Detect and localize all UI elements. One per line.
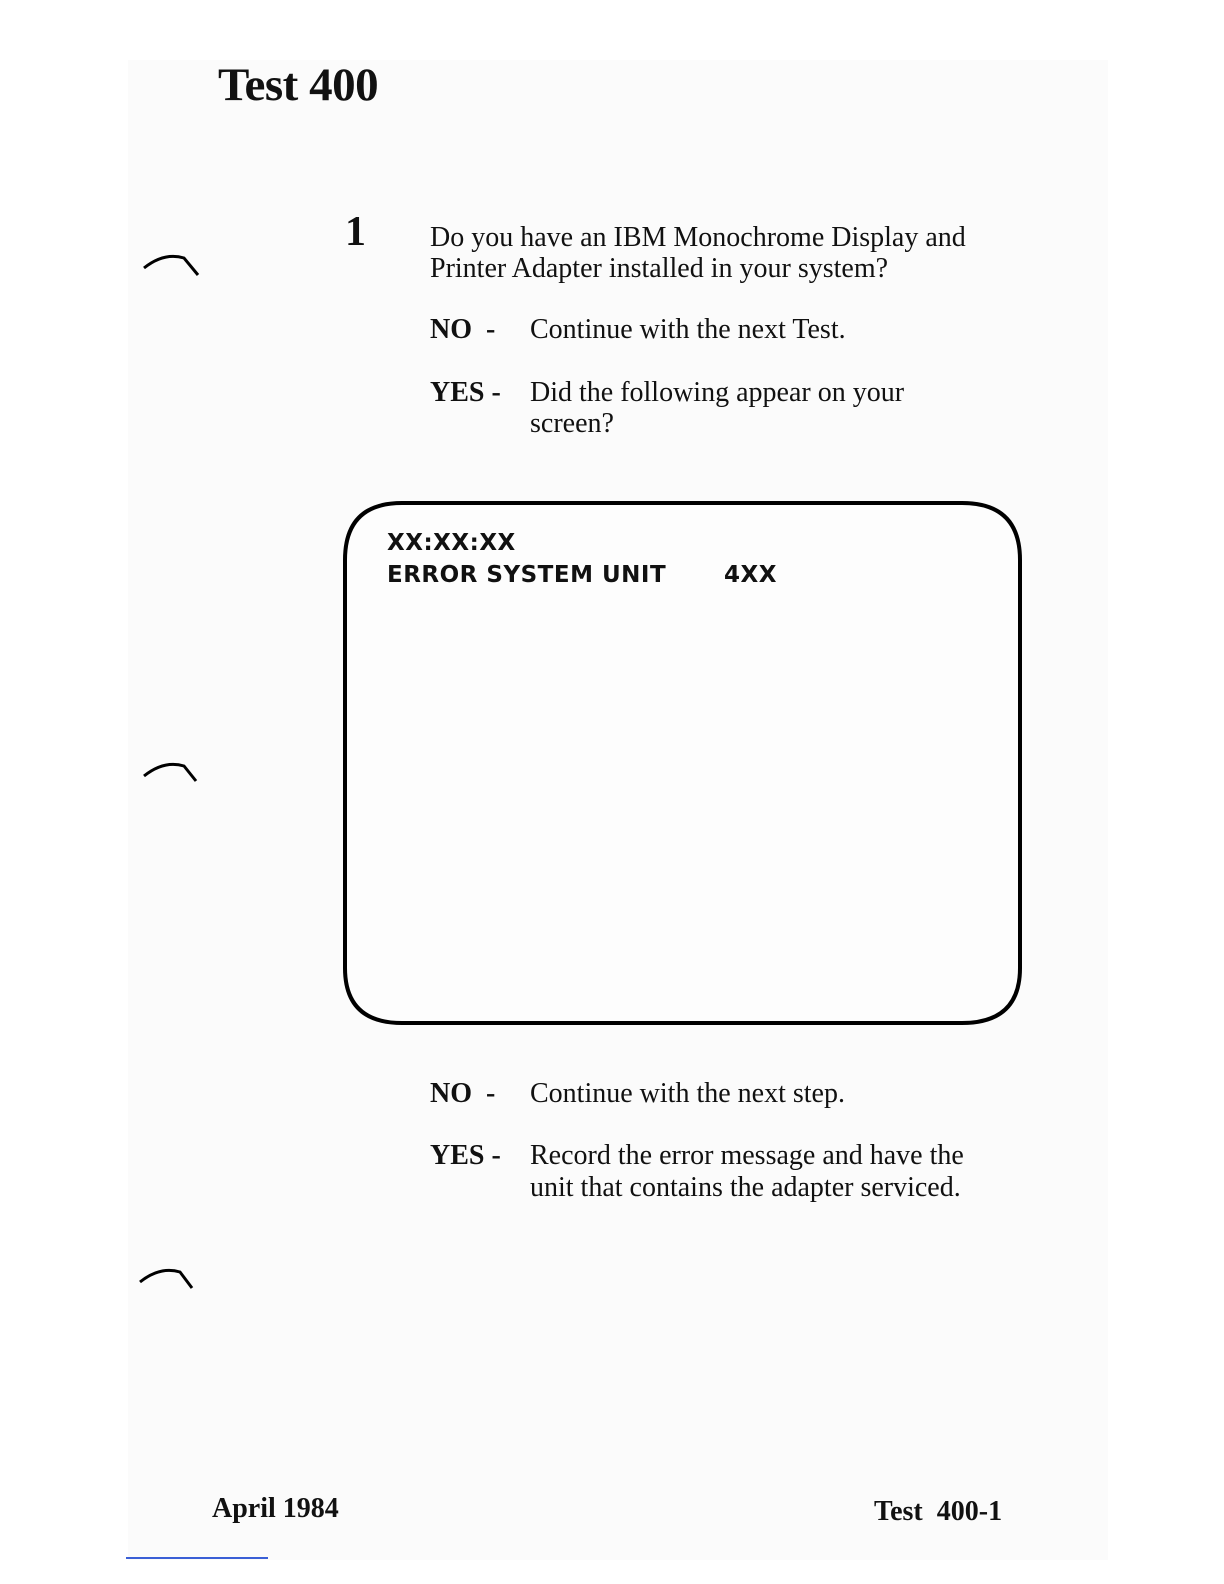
- yes-answer-line-2: screen?: [530, 408, 614, 439]
- footer-page-number: Test 400-1: [874, 1496, 1003, 1527]
- binder-hole-mark-bottom: [136, 1262, 200, 1292]
- screen-error-label: ERROR SYSTEM UNIT: [387, 562, 667, 588]
- no-label: NO -: [430, 314, 496, 345]
- footer-date: April 1984: [212, 1493, 339, 1524]
- followup-yes-line-1: Record the error message and have the: [530, 1140, 964, 1171]
- page-title: Test 400: [218, 59, 379, 111]
- yes-answer-line-1: Did the following appear on your: [530, 377, 905, 408]
- binder-hole-mark-middle: [140, 756, 204, 786]
- followup-no-text: Continue with the next step.: [530, 1078, 845, 1109]
- screen-error-code: 4XX: [724, 562, 777, 588]
- step-number: 1: [345, 209, 366, 255]
- followup-yes-line-2: unit that contains the adapter serviced.: [530, 1172, 961, 1203]
- scan-edge-line: [126, 1557, 268, 1559]
- screen-time-text: XX:XX:XX: [387, 530, 516, 556]
- no-answer-text: Continue with the next Test.: [530, 314, 846, 345]
- binder-hole-mark-top: [140, 248, 204, 278]
- question-line-2: Printer Adapter installed in your system?: [430, 253, 889, 284]
- followup-yes-label: YES -: [430, 1140, 501, 1171]
- question-line-1: Do you have an IBM Monochrome Display and: [430, 222, 966, 253]
- yes-label: YES -: [430, 377, 501, 408]
- followup-no-label: NO -: [430, 1078, 496, 1109]
